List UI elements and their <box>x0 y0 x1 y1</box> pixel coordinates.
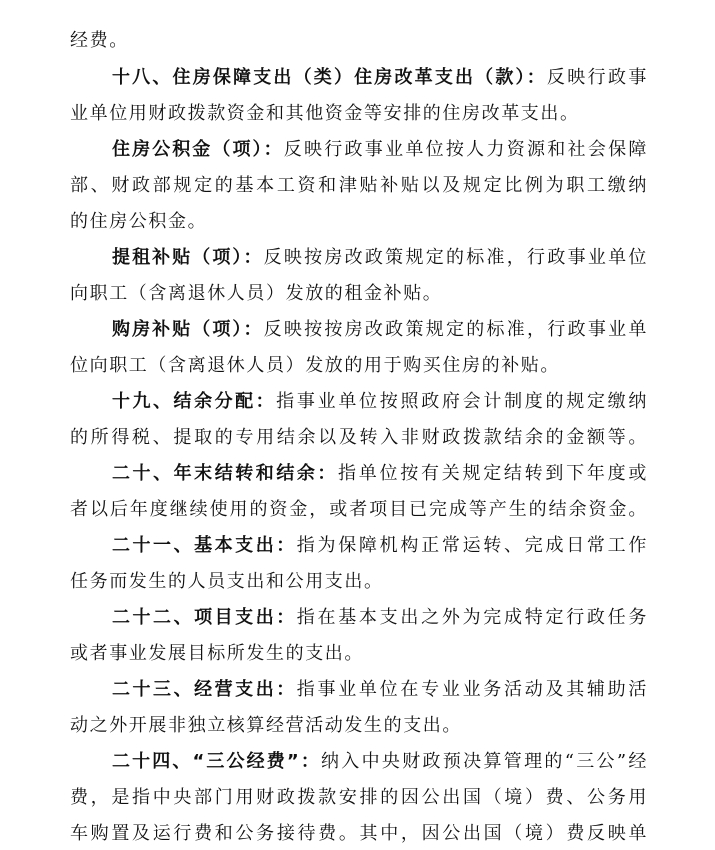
text-line <box>112 390 648 414</box>
text-line <box>112 750 648 774</box>
line-text: 业单位用财政拨款资金和其他资金等安排的住房改革支出。 <box>70 103 580 124</box>
text-line <box>70 29 648 53</box>
text-line <box>112 138 648 162</box>
text-line <box>70 714 648 738</box>
line-text: 费，是指中央部门用财政拨款安排的因公出国（境）费、公务用 <box>70 787 648 808</box>
line-text: 反映行政事 <box>546 67 648 88</box>
line-text: 位向职工（含离退休人员）发放的用于购买住房的补贴。 <box>70 355 560 376</box>
line-text: 的住房公积金。 <box>70 211 208 232</box>
text-line <box>70 570 648 594</box>
text-line <box>70 210 648 234</box>
text-line <box>112 66 648 90</box>
term-label: 十八、住房保障支出（类）住房改革支出（款）： <box>112 67 547 88</box>
text-line <box>70 498 648 522</box>
line-text: 指事业单位按照政府会计制度的规定缴纳 <box>276 391 648 412</box>
text-line <box>70 786 648 810</box>
line-text: 反映按房改政策规定的标准，行政事业单位 <box>263 247 648 268</box>
text-line <box>112 462 648 486</box>
text-line <box>70 426 648 450</box>
line-text: 指为保障机构正常运转、完成日常工作 <box>296 535 648 556</box>
text-line <box>70 354 648 378</box>
text-line <box>112 678 648 702</box>
term-label: 提租补贴（项）： <box>112 247 264 268</box>
term-label: 二十、年末结转和结余： <box>112 463 338 484</box>
text-line <box>112 318 648 342</box>
text-line <box>112 246 648 270</box>
line-text: 或者事业发展目标所发生的支出。 <box>70 643 364 664</box>
line-text: 经费。 <box>70 30 129 51</box>
text-line <box>70 822 648 846</box>
text-line <box>112 606 648 630</box>
line-text: 指事业单位在专业业务活动及其辅助活 <box>296 679 648 700</box>
term-label: 购房补贴（项）： <box>112 319 264 340</box>
term-label: 十九、结余分配： <box>112 391 277 412</box>
text-line <box>70 642 648 666</box>
term-label: 二十一、基本支出： <box>112 535 297 556</box>
line-text: 者以后年度继续使用的资金，或者项目已完成等产生的结余资金。 <box>70 499 648 520</box>
line-text: 任务而发生的人员支出和公用支出。 <box>70 571 384 592</box>
term-label: 住房公积金（项）： <box>112 139 284 160</box>
line-text: 向职工（含离退休人员）发放的租金补贴。 <box>70 283 443 304</box>
line-text: 指单位按有关规定结转到下年度或 <box>337 463 648 484</box>
text-line <box>70 102 648 126</box>
line-text: 动之外开展非独立核算经营活动发生的支出。 <box>70 715 462 736</box>
line-text: 的所得税、提取的专用结余以及转入非财政拨款结余的金额等。 <box>70 427 648 448</box>
text-line <box>70 282 648 306</box>
line-text: 车购置及运行费和公务接待费。其中，因公出国（境）费反映单 <box>70 823 648 844</box>
term-label: 二十三、经营支出： <box>112 679 297 700</box>
line-text: 部、财政部规定的基本工资和津贴补贴以及规定比例为职工缴纳 <box>70 175 648 196</box>
term-label: 二十二、项目支出： <box>112 607 297 628</box>
text-line <box>70 174 648 198</box>
line-text: 纳入中央财政预决算管理的“三公”经 <box>320 751 648 772</box>
line-text: 反映按按房改政策规定的标准，行政事业单 <box>263 319 648 340</box>
line-text: 指在基本支出之外为完成特定行政任务 <box>296 607 648 628</box>
text-line <box>112 534 648 558</box>
line-text: 反映行政事业单位按人力资源和社会保障 <box>283 139 648 160</box>
term-label: 二十四、“三公经费”： <box>112 751 321 772</box>
